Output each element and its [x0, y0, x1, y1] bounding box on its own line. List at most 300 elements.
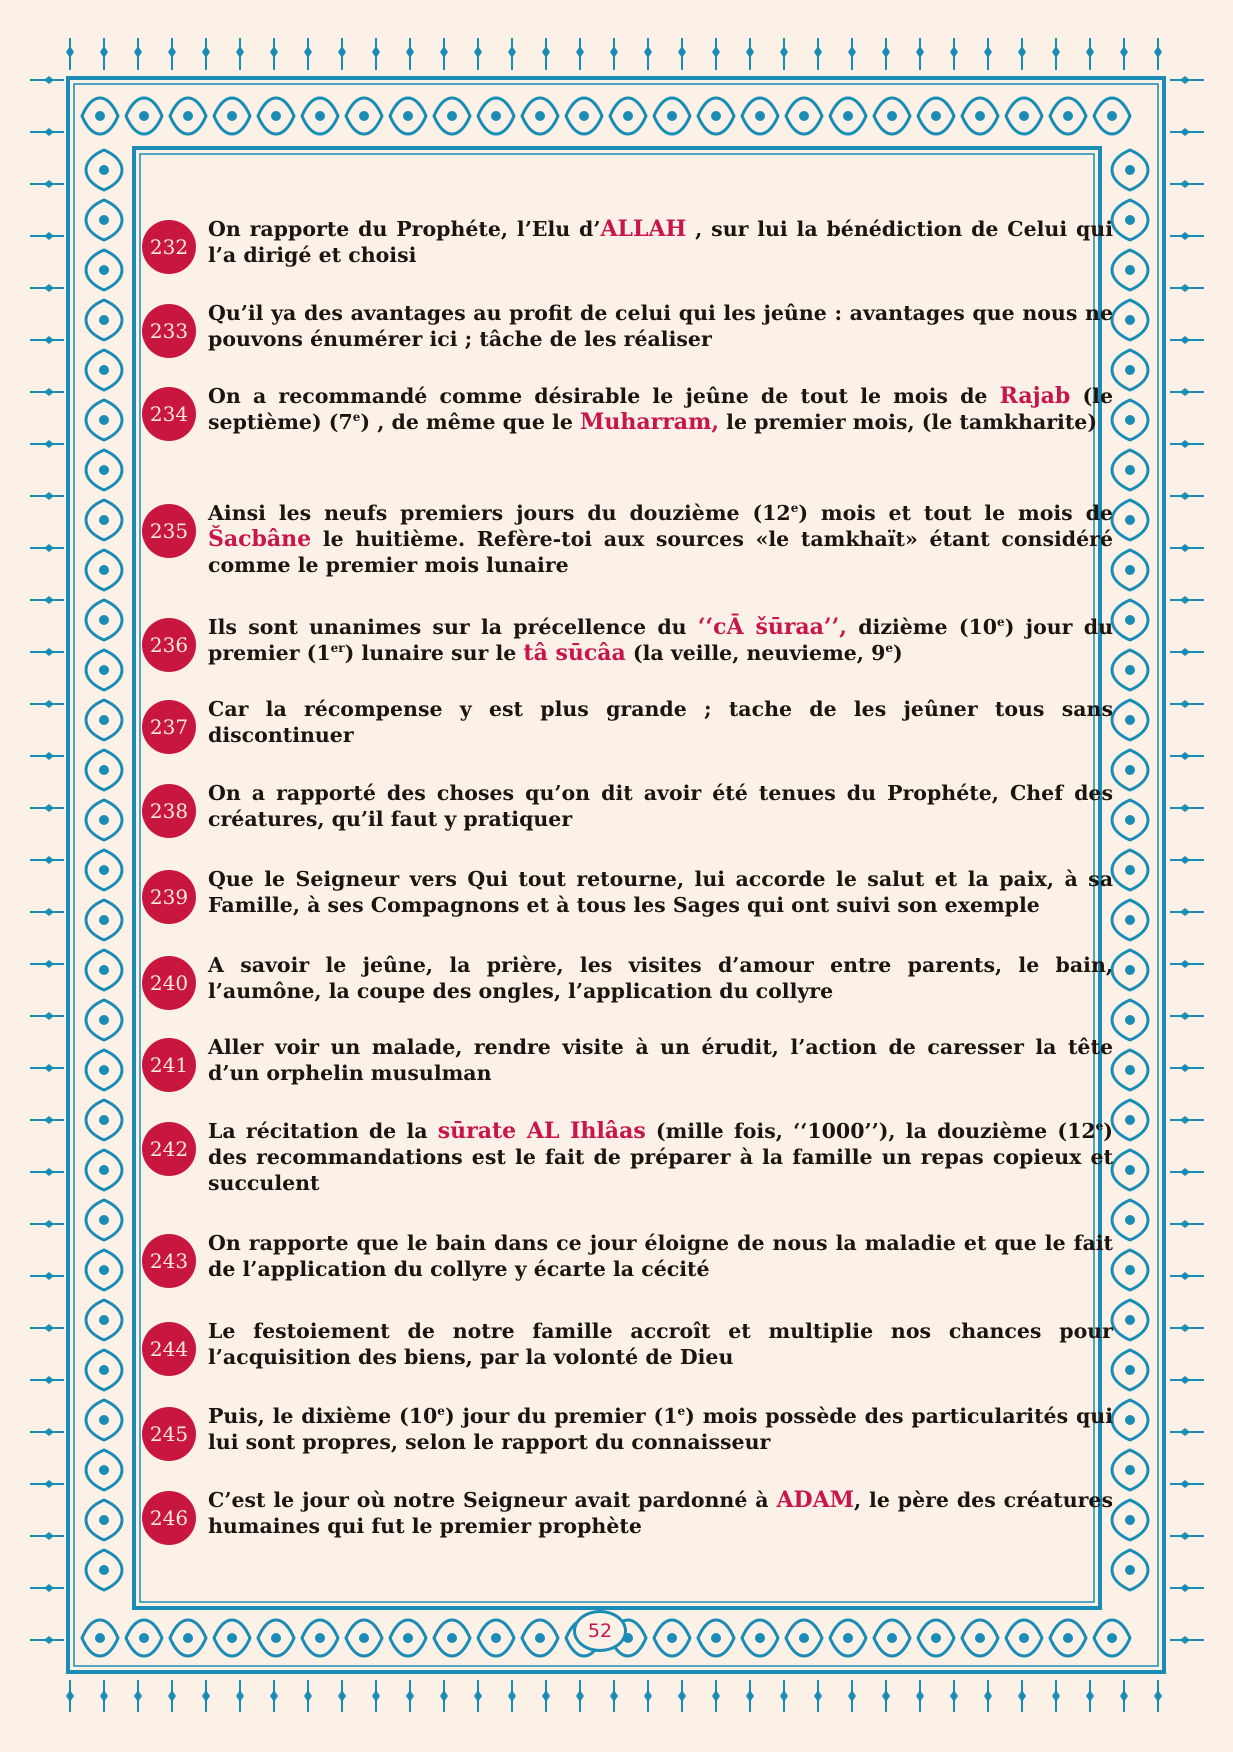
tick-diamond — [678, 1690, 686, 1702]
arabesque-dot — [271, 111, 281, 121]
verse-text-run: (mille fois, ‘‘1000’’), la douzième (12 — [645, 1119, 1096, 1143]
verse-text-run: ) jour du premier (1 — [208, 615, 1113, 665]
superscript: e — [997, 615, 1005, 630]
tick-diamond — [610, 1690, 618, 1702]
arabesque-dot — [1125, 715, 1135, 725]
tick-diamond — [1180, 1168, 1190, 1176]
tick-diamond — [1180, 544, 1190, 552]
verse-text-run: , sur lui la bénédiction de Celui qui l’a dirigé et choisi — [208, 217, 1113, 267]
arabesque-dot — [1019, 111, 1029, 121]
arabesque-dot — [491, 111, 501, 121]
verse-number-badge: 240 — [142, 956, 196, 1010]
arabesque-dot — [99, 615, 109, 625]
verse-text-run: dizième (10 — [846, 615, 998, 639]
tick-diamond — [508, 46, 516, 58]
tick-diamond — [304, 1690, 312, 1702]
tick-diamond — [576, 1690, 584, 1702]
verse-block — [142, 1403, 1113, 1455]
verse-text-run: Puis, le dixième (10 — [208, 1404, 438, 1428]
verse-number-badge: 241 — [142, 1038, 196, 1092]
tick-diamond — [1180, 76, 1190, 84]
verse-block — [142, 952, 1113, 1004]
tick-diamond — [1018, 1690, 1026, 1702]
tick-diamond — [66, 46, 74, 58]
tick-diamond — [44, 1376, 54, 1384]
arabesque-dot — [887, 1633, 897, 1643]
arabesque-dot — [359, 1633, 369, 1643]
arabesque-dot — [1125, 565, 1135, 575]
tick-diamond — [950, 1690, 958, 1702]
tick-diamond — [270, 46, 278, 58]
tick-diamond — [1120, 1690, 1128, 1702]
arabesque-dot — [99, 1365, 109, 1375]
tick-diamond — [338, 1690, 346, 1702]
verse-number-badge: 238 — [142, 784, 196, 838]
verse-number-badge: 239 — [142, 870, 196, 924]
verse-text-run: (la veille, neuvieme, 9 — [625, 641, 886, 665]
verse-text-run: , le père des créatures humaines qui fut le premier prophète — [208, 1488, 1114, 1538]
arabesque-dot — [1125, 915, 1135, 925]
arabesque-dot — [99, 265, 109, 275]
arabesque-dot — [95, 1633, 105, 1643]
arabesque-dot — [535, 1633, 545, 1643]
tick-diamond — [44, 1064, 54, 1072]
tick-diamond — [168, 1690, 176, 1702]
verse-number-badge: 242 — [142, 1122, 196, 1176]
arabesque-dot — [799, 111, 809, 121]
tick-diamond — [474, 1690, 482, 1702]
arabesque-dot — [99, 1465, 109, 1475]
verse-number-badge: 233 — [142, 304, 196, 358]
verse-block — [142, 300, 1113, 352]
tick-diamond — [644, 46, 652, 58]
tick-diamond — [44, 1532, 54, 1540]
verse-block — [142, 1118, 1113, 1196]
arabesque-dot — [1125, 465, 1135, 475]
verse-text-run: (le septième) (7 — [208, 384, 1113, 434]
superscript: e — [437, 1404, 445, 1419]
highlighted-term: ‘‘cĀ šūraa’’, — [697, 614, 847, 640]
verse-number-badge: 236 — [142, 618, 196, 672]
verse-text — [208, 1318, 1113, 1370]
tick-diamond — [44, 440, 54, 448]
arabesque-dot — [99, 1065, 109, 1075]
verse-text — [208, 696, 1113, 748]
verse-text — [208, 614, 1113, 666]
tick-diamond — [44, 76, 54, 84]
verse-text-run: A savoir le jeûne, la prière, les visites d’amour entre parents, le bain, l’aumône, la coupe des ongles, l’application du collyre — [208, 953, 1113, 1003]
arabesque-dot — [1125, 1215, 1135, 1225]
tick-diamond — [1180, 1012, 1190, 1020]
verse-text — [208, 216, 1113, 268]
tick-diamond — [44, 388, 54, 396]
tick-diamond — [134, 1690, 142, 1702]
arabesque-dot — [315, 1633, 325, 1643]
tick-diamond — [202, 1690, 210, 1702]
arabesque-dot — [667, 111, 677, 121]
tick-diamond — [168, 46, 176, 58]
arabesque-dot — [99, 965, 109, 975]
verse-text-run: Aller voir un malade, rendre visite à un érudit, l’action de caresser la tête d’un orphelin musulman — [208, 1035, 1113, 1085]
tick-diamond — [1180, 648, 1190, 656]
tick-diamond — [576, 46, 584, 58]
arabesque-dot — [1125, 1115, 1135, 1125]
arabesque-dot — [799, 1633, 809, 1643]
tick-diamond — [1180, 388, 1190, 396]
tick-diamond — [44, 1116, 54, 1124]
tick-diamond — [1180, 1480, 1190, 1488]
verse-text — [208, 1403, 1113, 1455]
tick-diamond — [950, 46, 958, 58]
tick-diamond — [44, 1428, 54, 1436]
tick-diamond — [100, 1690, 108, 1702]
tick-diamond — [44, 1272, 54, 1280]
tick-diamond — [746, 46, 754, 58]
verse-number-badge: 234 — [142, 387, 196, 441]
tick-diamond — [372, 46, 380, 58]
verse-block — [142, 216, 1113, 268]
highlighted-term: ALLAH — [600, 216, 687, 242]
arabesque-dot — [99, 865, 109, 875]
tick-diamond — [1180, 1532, 1190, 1540]
verse-text-run: Ainsi les neufs premiers jours du douzième (12 — [208, 501, 791, 525]
arabesque-dot — [403, 111, 413, 121]
tick-diamond — [372, 1690, 380, 1702]
verse-text-run: ) mois possède des particularités qui lui sont propres, selon le rapport du connaisseur — [208, 1404, 1113, 1454]
tick-diamond — [1180, 232, 1190, 240]
verse-block — [142, 1318, 1113, 1370]
tick-diamond — [44, 856, 54, 864]
verse-block — [142, 1487, 1113, 1539]
arabesque-dot — [99, 765, 109, 775]
verse-block — [142, 383, 1113, 435]
arabesque-dot — [403, 1633, 413, 1643]
highlighted-term: Šacbâne — [208, 526, 312, 552]
tick-diamond — [134, 46, 142, 58]
tick-diamond — [44, 1168, 54, 1176]
arabesque-dot — [755, 111, 765, 121]
tick-diamond — [44, 1324, 54, 1332]
verse-text-run: Car la récompense y est plus grande ; tache de les jeûner tous sans discontinuer — [208, 697, 1113, 747]
arabesque-dot — [1125, 1015, 1135, 1025]
arabesque-dot — [1125, 365, 1135, 375]
tick-diamond — [1180, 1428, 1190, 1436]
arabesque-dot — [1125, 1415, 1135, 1425]
arabesque-dot — [99, 1415, 109, 1425]
arabesque-dot — [1019, 1633, 1029, 1643]
tick-diamond — [712, 1690, 720, 1702]
highlighted-term: sūrate AL Ihlâas — [437, 1118, 646, 1144]
superscript: e — [1095, 1119, 1104, 1134]
arabesque-dot — [1063, 111, 1073, 121]
tick-diamond — [1120, 46, 1128, 58]
arabesque-dot — [95, 111, 105, 121]
tick-diamond — [440, 46, 448, 58]
arabesque-dot — [99, 715, 109, 725]
tick-diamond — [882, 1690, 890, 1702]
arabesque-dot — [843, 111, 853, 121]
verse-block — [142, 696, 1113, 748]
tick-diamond — [712, 46, 720, 58]
arabesque-dot — [1125, 1515, 1135, 1525]
arabesque-dot — [139, 1633, 149, 1643]
arabesque-dot — [1125, 515, 1135, 525]
arabesque-dot — [1125, 765, 1135, 775]
arabesque-dot — [99, 465, 109, 475]
tick-diamond — [1180, 752, 1190, 760]
superscript: e — [352, 410, 361, 425]
verse-text-run: ) lunaire sur le — [344, 641, 524, 665]
tick-diamond — [1052, 1690, 1060, 1702]
tick-diamond — [848, 1690, 856, 1702]
tick-diamond — [440, 1690, 448, 1702]
superscript: e — [885, 641, 893, 656]
verse-text-run: ) jour du premier (1 — [444, 1404, 678, 1428]
tick-diamond — [44, 284, 54, 292]
arabesque-dot — [755, 1633, 765, 1643]
tick-diamond — [44, 336, 54, 344]
tick-diamond — [814, 1690, 822, 1702]
tick-diamond — [202, 46, 210, 58]
tick-diamond — [270, 1690, 278, 1702]
arabesque-dot — [183, 1633, 193, 1643]
superscript: er — [330, 641, 345, 656]
arabesque-dot — [359, 111, 369, 121]
tick-diamond — [44, 596, 54, 604]
highlighted-term: ADAM — [776, 1487, 855, 1513]
tick-diamond — [610, 46, 618, 58]
tick-diamond — [44, 128, 54, 136]
arabesque-dot — [887, 111, 897, 121]
verse-block — [142, 1034, 1113, 1086]
tick-diamond — [1180, 804, 1190, 812]
verse-text-run: Que le Seigneur vers Qui tout retourne, lui accorde le salut et la paix, à sa Famille, à ses Compagnons et à tous les Sages qui ont suivi son exemple — [208, 867, 1113, 917]
verse-text — [208, 500, 1113, 578]
tick-diamond — [474, 46, 482, 58]
tick-diamond — [1180, 908, 1190, 916]
tick-diamond — [236, 1690, 244, 1702]
tick-diamond — [304, 46, 312, 58]
arabesque-dot — [491, 1633, 501, 1643]
tick-diamond — [1154, 46, 1162, 58]
tick-diamond — [916, 1690, 924, 1702]
arabesque-dot — [1107, 1633, 1117, 1643]
tick-diamond — [882, 46, 890, 58]
tick-diamond — [44, 648, 54, 656]
tick-diamond — [1086, 46, 1094, 58]
tick-diamond — [984, 1690, 992, 1702]
verse-block — [142, 780, 1113, 832]
tick-diamond — [1180, 596, 1190, 604]
arabesque-dot — [139, 111, 149, 121]
arabesque-dot — [99, 665, 109, 675]
arabesque-dot — [711, 1633, 721, 1643]
arabesque-dot — [975, 1633, 985, 1643]
tick-diamond — [746, 1690, 754, 1702]
arabesque-dot — [1107, 111, 1117, 121]
arabesque-dot — [1125, 615, 1135, 625]
arabesque-dot — [1125, 1065, 1135, 1075]
verse-text — [208, 1034, 1113, 1086]
arabesque-dot — [1125, 815, 1135, 825]
verse-text-run: On a recommandé comme désirable le jeûne de tout le mois de — [208, 384, 1000, 408]
arabesque-dot — [99, 365, 109, 375]
tick-diamond — [644, 1690, 652, 1702]
arabesque-dot — [1125, 165, 1135, 175]
verse-number-badge: 237 — [142, 700, 196, 754]
tick-diamond — [44, 804, 54, 812]
tick-diamond — [44, 1584, 54, 1592]
tick-diamond — [542, 46, 550, 58]
arabesque-dot — [1125, 1365, 1135, 1375]
tick-diamond — [1180, 1064, 1190, 1072]
arabesque-dot — [99, 1565, 109, 1575]
tick-diamond — [1180, 960, 1190, 968]
verse-number-badge: 245 — [142, 1407, 196, 1461]
verse-block — [142, 500, 1113, 578]
arabesque-dot — [183, 111, 193, 121]
arabesque-dot — [1125, 665, 1135, 675]
tick-diamond — [44, 232, 54, 240]
verse-text-run: On rapporte du Prophéte, l’Elu d’ — [208, 217, 601, 241]
verse-text-run: Ils sont unanimes sur la précellence du — [208, 615, 698, 639]
arabesque-dot — [1125, 1265, 1135, 1275]
tick-diamond — [44, 1220, 54, 1228]
arabesque-dot — [931, 111, 941, 121]
verse-text — [208, 1487, 1113, 1539]
verse-text — [208, 383, 1113, 435]
tick-diamond — [44, 960, 54, 968]
tick-diamond — [1180, 440, 1190, 448]
tick-diamond — [1180, 180, 1190, 188]
arabesque-dot — [99, 815, 109, 825]
verse-text — [208, 952, 1113, 1004]
arabesque-dot — [99, 1165, 109, 1175]
verse-text — [208, 866, 1113, 918]
tick-diamond — [1180, 1116, 1190, 1124]
verse-text-run: Qu’il ya des avantages au profit de celui qui les jeûne : avantages que nous ne pouvons énumérer ici ; tâche de les réaliser — [208, 301, 1113, 351]
verse-number-badge: 246 — [142, 1491, 196, 1545]
arabesque-dot — [1063, 1633, 1073, 1643]
arabesque-dot — [99, 915, 109, 925]
tick-diamond — [44, 700, 54, 708]
arabesque-dot — [99, 215, 109, 225]
tick-diamond — [44, 1012, 54, 1020]
verse-number-badge: 235 — [142, 504, 196, 558]
arabesque-dot — [1125, 865, 1135, 875]
verse-text-run: ) des recommandations est le fait de préparer à la famille un repas copieux et succulent — [208, 1119, 1113, 1195]
tick-diamond — [44, 180, 54, 188]
tick-diamond — [1180, 1636, 1190, 1644]
tick-diamond — [916, 46, 924, 58]
arabesque-dot — [1125, 965, 1135, 975]
arabesque-dot — [227, 1633, 237, 1643]
arabesque-dot — [99, 315, 109, 325]
tick-diamond — [66, 1690, 74, 1702]
arabesque-dot — [99, 1015, 109, 1025]
verse-text-run: La récitation de la — [208, 1119, 438, 1143]
highlighted-term: Rajab — [999, 383, 1071, 409]
verse-block — [142, 1230, 1113, 1282]
tick-diamond — [508, 1690, 516, 1702]
verse-text — [208, 1118, 1113, 1196]
arabesque-dot — [99, 1215, 109, 1225]
arabesque-dot — [447, 111, 457, 121]
verse-text-run: le huitième. Refère-toi aux sources «le tamkhaït» étant considéré comme le premier mois lunaire — [208, 527, 1113, 577]
verse-block — [142, 614, 1113, 666]
verse-text-run: ) — [892, 641, 903, 665]
verse-text-run: ) mois et tout le mois de — [798, 501, 1113, 525]
tick-diamond — [1180, 284, 1190, 292]
superscript: e — [677, 1404, 686, 1419]
arabesque-dot — [1125, 1565, 1135, 1575]
highlighted-term: Muharram, — [580, 409, 720, 435]
arabesque-dot — [711, 111, 721, 121]
tick-diamond — [1086, 1690, 1094, 1702]
tick-diamond — [780, 46, 788, 58]
tick-diamond — [44, 1636, 54, 1644]
arabesque-dot — [623, 111, 633, 121]
verse-text-run: On a rapporté des choses qu’on dit avoir été tenues du Prophéte, Chef des créatures, qu’il faut y pratiquer — [208, 781, 1113, 831]
tick-diamond — [1180, 1272, 1190, 1280]
tick-diamond — [678, 46, 686, 58]
arabesque-dot — [1125, 415, 1135, 425]
tick-diamond — [406, 1690, 414, 1702]
tick-diamond — [1180, 1376, 1190, 1384]
page-number: 52 — [573, 1610, 627, 1652]
verse-number-badge: 244 — [142, 1322, 196, 1376]
arabesque-dot — [1125, 265, 1135, 275]
verse-text-run: ) , de même que le — [360, 410, 581, 434]
tick-diamond — [1180, 492, 1190, 500]
arabesque-dot — [99, 1315, 109, 1325]
verse-block — [142, 866, 1113, 918]
tick-diamond — [1154, 1690, 1162, 1702]
tick-diamond — [1180, 700, 1190, 708]
arabesque-dot — [99, 515, 109, 525]
tick-diamond — [542, 1690, 550, 1702]
arabesque-dot — [99, 565, 109, 575]
arabesque-dot — [1125, 1465, 1135, 1475]
arabesque-dot — [579, 111, 589, 121]
verse-text-run: C’est le jour où notre Seigneur avait pardonné à — [208, 1488, 777, 1512]
verse-number-badge: 243 — [142, 1234, 196, 1288]
tick-diamond — [1052, 46, 1060, 58]
arabesque-dot — [99, 415, 109, 425]
verse-text-run: On rapporte que le bain dans ce jour éloigne de nous la maladie et que le fait de l’application du collyre y écarte la cécité — [208, 1231, 1113, 1281]
verse-text-run: le premier mois, (le tamkharite) — [719, 410, 1098, 434]
tick-diamond — [1180, 1220, 1190, 1228]
arabesque-dot — [1125, 315, 1135, 325]
arabesque-dot — [975, 111, 985, 121]
verse-number-badge: 232 — [142, 220, 196, 274]
tick-diamond — [780, 1690, 788, 1702]
tick-diamond — [1180, 1324, 1190, 1332]
arabesque-dot — [271, 1633, 281, 1643]
tick-diamond — [984, 46, 992, 58]
verse-text — [208, 780, 1113, 832]
tick-diamond — [848, 46, 856, 58]
arabesque-dot — [1125, 215, 1135, 225]
tick-diamond — [1180, 856, 1190, 864]
tick-diamond — [44, 752, 54, 760]
arabesque-dot — [843, 1633, 853, 1643]
arabesque-dot — [535, 111, 545, 121]
arabesque-dot — [99, 1515, 109, 1525]
tick-diamond — [1180, 128, 1190, 136]
verse-text — [208, 1230, 1113, 1282]
verse-text — [208, 300, 1113, 352]
